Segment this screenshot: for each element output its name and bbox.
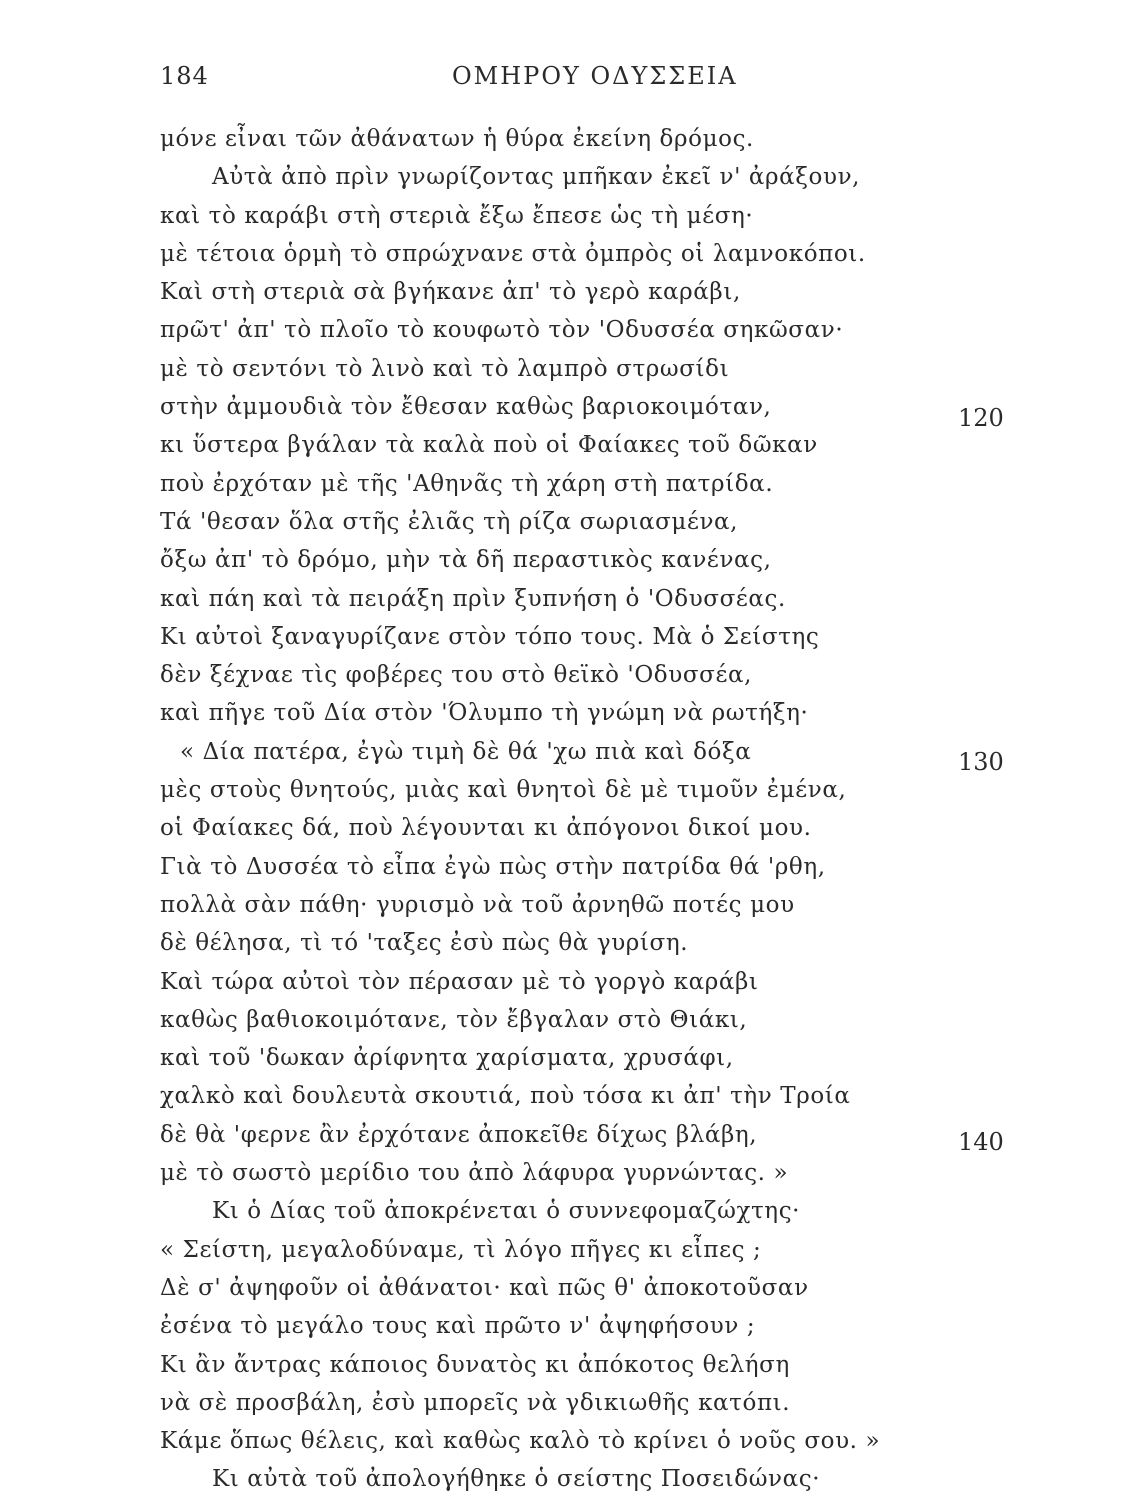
verse-line: καὶ πῆγε τοῦ Δία στὸν 'Όλυμπο τὴ γνώμη νὰ ρωτήξη·	[160, 700, 809, 727]
verse-line: ὄξω ἀπ' τὸ δρόμο, μὴν τὰ δῆ περαστικὸς κανένας,	[160, 547, 772, 574]
verse-line: μόνε εἶναι τῶν ἀθάνατων ἡ θύρα ἐκείνη δρόμος.	[160, 126, 754, 152]
verse-line: « Σείστη, μεγαλοδύναμε, τὶ λόγο πῆγες κι εἶπες ;	[160, 1236, 762, 1263]
verse-line: « Δία πατέρα, ἐγὼ τιμὴ δὲ θά 'χω πιὰ καὶ δόξα	[180, 738, 752, 765]
verse-line: καὶ τὸ καράβι στὴ στεριὰ ἔξω ἔπεσε ὡς τὴ μέση·	[160, 202, 754, 229]
verse-line: δὲν ξέχναε τὶς φοβέρες του στὸ θεϊκὸ 'Οδυσσέα,	[160, 662, 752, 689]
verse-line: μὲ τέτοια ὁρμὴ τὸ σπρώχνανε στὰ ὀμπρὸς οἱ λαμνοκόποι.	[160, 240, 866, 267]
line-number-130: 130	[958, 748, 1004, 776]
verse-line: στὴν ἀμμουδιὰ τὸν ἔθεσαν καθὼς βαριοκοιμόταν,	[160, 394, 772, 421]
verse-line: Τά 'θεσαν ὅλα στῆς ἐλιᾶς τὴ ρίζα σωριασμένα,	[160, 508, 739, 535]
verse-line: Κι αὐτὰ τοῦ ἀπολογήθηκε ὁ σείστης Ποσειδώνας·	[212, 1466, 821, 1493]
verse-line: Κι ἂν ἄντρας κάποιος δυνατὸς κι ἀπόκοτος θελήση	[160, 1351, 790, 1378]
verse-line: νὰ σὲ προσβάλη, ἐσὺ μπορεῖς νὰ γδικιωθῆς κατόπι.	[160, 1389, 791, 1416]
verse-line: καθὼς βαθιοκοιμότανε, τὸν ἔβγαλαν στὸ Θιάκι,	[160, 1006, 748, 1033]
verse-line: ποὺ ἐρχόταν μὲ τῆς 'Αθηνᾶς τὴ χάρη στὴ πατρίδα.	[160, 470, 774, 497]
page-number: 184	[160, 62, 209, 90]
verse-line: κι ὕστερα βγάλαν τὰ καλὰ ποὺ οἱ Φαίακες τοῦ δῶκαν	[160, 432, 818, 459]
verse-line: μὲ τὸ σωστὸ μερίδιο του ἀπὸ λάφυρα γυρνώντας. »	[160, 1160, 789, 1187]
verse-line: μὲς στοὺς θνητούς, μιὰς καὶ θνητοὶ δὲ μὲ τιμοῦν ἐμένα,	[160, 777, 847, 804]
verse-line: Καὶ τώρα αὐτοὶ τὸν πέρασαν μὲ τὸ γοργὸ καράβι	[160, 968, 759, 995]
verse-line: ἐσένα τὸ μεγάλο τους καὶ πρῶτο ν' ἀψηφήσουν ;	[160, 1313, 756, 1340]
line-number-120: 120	[958, 404, 1004, 432]
verse-line: οἱ Φαίακες δά, ποὺ λέγουνται κι ἀπόγονοι δικοί μου.	[160, 815, 812, 842]
verse-line: Δὲ σ' ἀψηφοῦν οἱ ἀθάνατοι· καὶ πῶς θ' ἀποκοτοῦσαν	[160, 1274, 809, 1301]
verse-text	[160, 120, 880, 1499]
line-number-140: 140	[958, 1128, 1004, 1156]
verse-line: καὶ τοῦ 'δωκαν ἀρίφνητα χαρίσματα, χρυσάφι,	[160, 1045, 734, 1072]
page-header	[160, 62, 1060, 102]
verse-line: καὶ πάη καὶ τὰ πειράξη πρὶν ξυπνήση ὁ 'Οδυσσέας.	[160, 585, 786, 612]
verse-line: Καὶ στὴ στεριὰ σὰ βγήκανε ἀπ' τὸ γερὸ καράβι,	[160, 279, 741, 306]
verse-line: πολλὰ σὰν πάθη· γυρισμὸ νὰ τοῦ ἀρνηθῶ ποτές μου	[160, 891, 795, 918]
verse-line: χαλκὸ καὶ δουλευτὰ σκουτιά, ποὺ τόσα κι ἀπ' τὴν Τροία	[160, 1083, 851, 1110]
verse-line: δὲ θέλησα, τὶ τό 'ταξες ἐσὺ πὼς θὰ γυρίση.	[160, 930, 689, 957]
verse-line: Αὐτὰ ἀπὸ πρὶν γνωρίζοντας μπῆκαν ἐκεῖ ν' ἀράξουν,	[212, 164, 861, 191]
verse-line: Κι ὁ Δίας τοῦ ἀποκρένεται ὁ συννεφομαζώχτης·	[212, 1198, 801, 1225]
running-title: ΟΜΗΡΟΥ ΟΔΥΣΣΕΙΑ	[452, 62, 738, 90]
verse-line: μὲ τὸ σεντόνι τὸ λινὸ καὶ τὸ λαμπρὸ στρωσίδι	[160, 355, 730, 382]
verse-line: Κι αὐτοὶ ξαναγυρίζανε στὸν τόπο τους. Μὰ ὁ Σείστης	[160, 623, 820, 650]
verse-line: δὲ θὰ 'φερνε ἂν ἐρχότανε ἀποκεῖθε δίχως βλάβη,	[160, 1121, 758, 1148]
verse-line: Κάμε ὅπως θέλεις, καὶ καθὼς καλὸ τὸ κρίνει ὁ νοῦς σου. »	[160, 1428, 881, 1455]
verse-line: Γιὰ τὸ Δυσσέα τὸ εἶπα ἐγὼ πὼς στὴν πατρίδα θά 'ρθη,	[160, 853, 826, 880]
verse-line: πρῶτ' ἀπ' τὸ πλοῖο τὸ κουφωτὸ τὸν 'Οδυσσέα σηκῶσαν·	[160, 317, 844, 344]
